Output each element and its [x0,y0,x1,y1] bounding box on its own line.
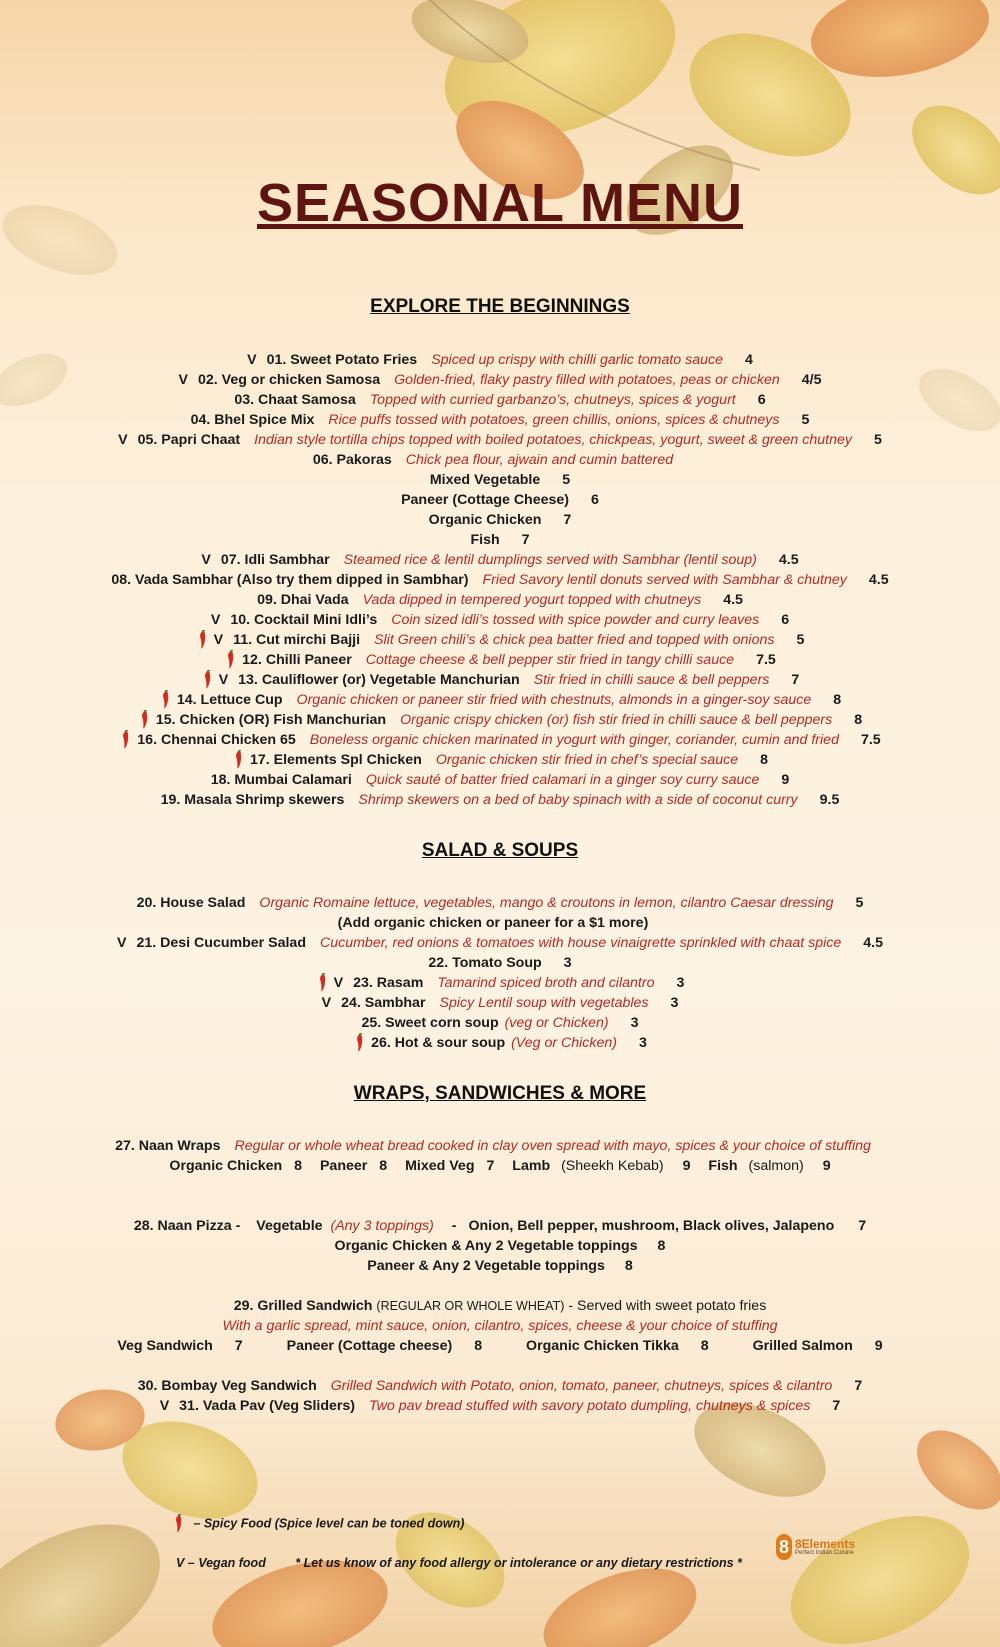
chili-pepper-icon [159,690,173,710]
option: Paneer 8 [319,1158,388,1174]
naan-wraps-options [0,1156,1000,1176]
grilled-sandwich-options: Veg Sandwich 7 Paneer (Cottage cheese) 8 Organic Chicken Tikka 8 Grilled Salmon 9 [117,1338,883,1354]
chili-pepper-icon [172,1514,186,1534]
item-description: Indian style tortilla chips topped with boiled potatoes, chickpeas, yogurt, sweet & green chutney [254,432,852,448]
item-name: 16. Chennai Chicken 65 [137,732,296,748]
item-name: 27. Naan Wraps [115,1138,221,1154]
menu-item [0,590,1000,610]
menu-item [0,953,1000,973]
item-price: 6 [757,392,766,408]
vegan-marker: V [218,672,229,688]
menu-item [0,973,1000,993]
item-price: 3 [630,1015,639,1031]
item-price: 5 [873,432,882,448]
item-description: Boneless organic chicken marinated in yogurt with ginger, coriander, cumin and fried [309,732,839,748]
item-description: Topped with curried garbanzo’s, chutneys, spices & yogurt [369,392,736,408]
item-description: Chick pea flour, ajwain and cumin battered [405,452,674,468]
chili-pepper-icon [119,730,133,750]
item-name: 21. Desi Cucumber Salad [136,935,306,951]
item-name: 02. Veg or chicken Samosa [197,372,381,388]
item-name: 15. Chicken (OR) Fish Manchurian [155,712,387,728]
item-price: 4 [744,352,753,368]
option: Organic Chicken 8 [169,1158,303,1174]
menu-item [0,933,1000,953]
menu-item [0,630,1000,650]
item-price: 3 [670,995,679,1011]
item-description: Quick sauté of batter fried calamari in a ginger soy curry sauce [365,772,760,788]
vegan-marker: V [118,432,128,448]
menu-item [0,450,1000,470]
item-description: Golden-fried, flaky pastry filled with potatoes, peas or chicken [394,372,780,388]
item-price: 8 [760,752,769,768]
item-name: 14. Lettuce Cup [176,692,283,708]
item-name: 20. House Salad [136,895,246,911]
item-name: 01. Sweet Potato Fries [266,352,418,368]
item-description: Slit Green chili’s & chick pea batter fried and topped with onions [374,632,775,648]
option: Mixed Veg 7 [405,1158,495,1174]
menu-item [0,410,1000,430]
item-description: Vada dipped in tempered yogurt topped with chutneys [362,592,702,608]
item-price: 5 [562,472,571,488]
menu-item [0,710,1000,730]
item-name: 28. Naan Pizza - [133,1218,241,1234]
item-price: 7.5 [860,732,881,748]
item-name: Paneer (Cottage Cheese) [401,492,570,508]
vegan-marker: V [333,975,344,991]
legend-vegan: V – Vegan food * Let us know of any food allergy or intolerance or any dietary restrictions * [176,1556,742,1570]
item-name: 11. Cut mirchi Bajji [233,632,361,648]
chili-pepper-icon [224,650,238,670]
allergy-notice: * Let us know of any food allergy or intolerance or any dietary restrictions * [295,1556,742,1570]
item-name: 22. Tomato Soup [428,955,542,971]
option: Fish (salmon) 9 [708,1158,831,1174]
item-description: Cucumber, red onions & tomatoes with house vinaigrette sprinkled with chaat spice [319,935,842,951]
item-name: 08. Vada Sambhar (Also try them dipped in Sambhar) [111,572,469,588]
logo-name: 8Elements [795,1536,856,1551]
item-name: 19. Masala Shrimp skewers [160,792,345,808]
item-price: 4.5 [863,935,883,951]
item-name: 25. Sweet corn soup [361,1015,499,1031]
item-note: (veg or Chicken) [504,1015,609,1031]
section-heading-beginnings: EXPLORE THE BEGINNINGS [370,296,630,317]
menu-item [0,893,1000,913]
menu-item [0,510,1000,530]
menu-item [0,430,1000,450]
chili-pepper-icon [201,670,215,690]
menu-item [0,470,1000,490]
item-name: 03. Chaat Samosa [234,392,356,408]
menu-item [0,690,1000,710]
item-name: 12. Chilli Paneer [242,652,352,668]
item-name: 13. Cauliflower (or) Vegetable Manchurian [238,672,520,688]
item-description: Organic chicken or paneer stir fried with chestnuts, almonds in a ginger-soy sauce [296,692,812,708]
menu-item [0,1013,1000,1033]
item-name: Organic Chicken [428,512,542,528]
item-description: Spiced up crispy with chilli garlic tomato sauce [431,352,723,368]
pizza-option-note: (Any 3 toppings) [330,1218,434,1234]
item-description: Rice puffs tossed with potatoes, green chillis, onions, spices & chutneys [328,412,780,428]
menu-item-grilled-sandwich: 29. Grilled Sandwich (REGULAR OR WHOLE WHEAT) - Served with sweet potato fries [233,1298,767,1314]
menu-item [0,1033,1000,1053]
legend-spicy: – Spicy Food (Spice level can be toned down) [172,1514,464,1534]
item-price: 4.5 [723,592,743,608]
vegan-marker: V [213,632,224,648]
item-price: 5 [801,412,810,428]
page-title: SEASONAL MENU [256,173,744,233]
item-description: Stir fried in chilli sauce & bell peppers [533,672,770,688]
item-description: Tamarind spiced broth and cilantro [437,975,655,991]
item-price: 7 [563,512,572,528]
menu-item [0,610,1000,630]
logo-mark: 8 [776,1534,792,1560]
item-description: Organic crispy chicken (or) fish stir fried in chilli sauce & bell peppers [400,712,833,728]
menu-item-naan-wraps [0,1136,1000,1156]
item-price: 7 [521,532,530,548]
menu-item [0,750,1000,770]
menu-item [0,650,1000,670]
item-name: 07. Idli Sambhar [220,552,330,568]
item-price: 3 [563,955,572,971]
menu-item [0,730,1000,750]
item-note: (Veg or Chicken) [511,1035,617,1051]
menu-item [0,670,1000,690]
menu-item [0,790,1000,810]
item-name: 09. Dhai Vada [257,592,349,608]
chili-pepper-icon [232,750,246,770]
item-description: Cottage cheese & bell pepper stir fried in tangy chilli sauce [365,652,735,668]
item-price: 6 [781,612,790,628]
item-name: Mixed Vegetable [429,472,541,488]
vegan-marker: V [178,372,188,388]
item-price: 8 [854,712,863,728]
item-description: Shrimp skewers on a bed of baby spinach with a side of coconut curry [358,792,798,808]
pizza-option-paneer: Paneer & Any 2 Vegetable toppings 8 [367,1258,633,1274]
section-heading-wraps: WRAPS, SANDWICHES & MORE [353,1083,647,1104]
item-price: 4.5 [778,552,799,568]
vegan-marker: V [321,995,332,1011]
pizza-option-chicken: Organic Chicken & Any 2 Vegetable toppings 8 [334,1238,666,1254]
section-heading-salads: SALAD & SOUPS [421,840,579,861]
item-price: 4.5 [868,572,889,588]
item-description: Fried Savory lentil donuts served with Sambhar & chutney [482,572,847,588]
item-name: 04. Bhel Spice Mix [190,412,315,428]
menu-item [0,370,1000,390]
menu-item [0,530,1000,550]
item-name: 10. Cocktail Mini Idli’s [230,612,378,628]
item-price: 3 [639,1035,647,1051]
menu-item-bombay-veg-sandwich: 30. Bombay Veg Sandwich Grilled Sandwich with Potato, onion, tomato, paneer, chutneys, spices & cilantro 7 [137,1378,863,1394]
menu-item [0,913,1000,933]
item-name: 18. Mumbai Calamari [210,772,352,788]
item-price: 9.5 [819,792,840,808]
menu-item [0,390,1000,410]
item-name: 29. Grilled Sandwich [233,1298,373,1314]
menu-item [0,993,1000,1013]
vegan-marker: V [116,935,127,951]
item-description: Organic Romaine lettuce, vegetables, mango & croutons in lemon, cilantro Caesar dressing [259,895,834,911]
menu-item [0,350,1000,370]
chili-pepper-icon [353,1033,367,1053]
menu-item [0,490,1000,510]
item-price: 9 [781,772,790,788]
option: Lamb (Sheekh Kebab) 9 [512,1158,691,1174]
menu-item-naan-pizza: 28. Naan Pizza - Vegetable (Any 3 toppings) - Onion, Bell pepper, mushroom, Black olives, Jalapeno 7 [133,1218,867,1234]
pizza-toppings: Onion, Bell pepper, mushroom, Black olives, Jalapeno [468,1218,835,1234]
logo-tagline: Perfect Indian Cuisine [795,1549,854,1556]
item-price: 5 [855,895,864,911]
item-name: 06. Pakoras [312,452,392,468]
chili-pepper-icon [138,710,152,730]
item-name: Fish [470,532,500,548]
item-price: 6 [591,492,599,508]
vegan-marker: V [247,352,257,368]
item-description: Regular or whole wheat bread cooked in clay oven spread with mayo, spices & your choice of stuffing [234,1138,871,1154]
item-name: (Add organic chicken or paneer for a $1 more) [337,915,649,931]
menu-item [0,570,1000,590]
chili-pepper-icon [196,630,210,650]
item-name: 23. Rasam [353,975,424,991]
item-price: 4/5 [801,372,822,388]
item-name: 24. Sambhar [341,995,426,1011]
item-price: 7.5 [756,652,776,668]
item-description: Coin sized idli’s tossed with spice powder and curry leaves [391,612,760,628]
item-description: Steamed rice & lentil dumplings served with Sambhar (lentil soup) [343,552,757,568]
item-name: 26. Hot & sour soup [371,1035,506,1051]
grilled-sandwich-description: With a garlic spread, mint sauce, onion, cilantro, spices, cheese & your choice of stuffing [222,1318,778,1334]
chili-pepper-icon [316,973,330,993]
menu-item [0,770,1000,790]
item-description: Spicy Lentil soup with vegetables [439,995,649,1011]
item-price: 8 [833,692,842,708]
item-price: 7 [858,1218,867,1234]
item-price: 7 [791,672,800,688]
vegan-marker: V [201,552,211,568]
vegan-marker: V [210,612,221,628]
item-price: 5 [796,632,805,648]
menu-item [0,550,1000,570]
item-name: 05. Papri Chaat [137,432,241,448]
pizza-option-vegetable: Vegetable [256,1218,323,1234]
item-name: 17. Elements Spl Chicken [249,752,422,768]
restaurant-logo [776,1534,855,1560]
item-description: Organic chicken stir fried in chef’s special sauce [435,752,739,768]
item-price: 3 [676,975,685,991]
menu-item-vada-pav: V 31. Vada Pav (Veg Sliders) Two pav bread stuffed with savory potato dumpling, chutneys & spices 7 [159,1398,841,1414]
